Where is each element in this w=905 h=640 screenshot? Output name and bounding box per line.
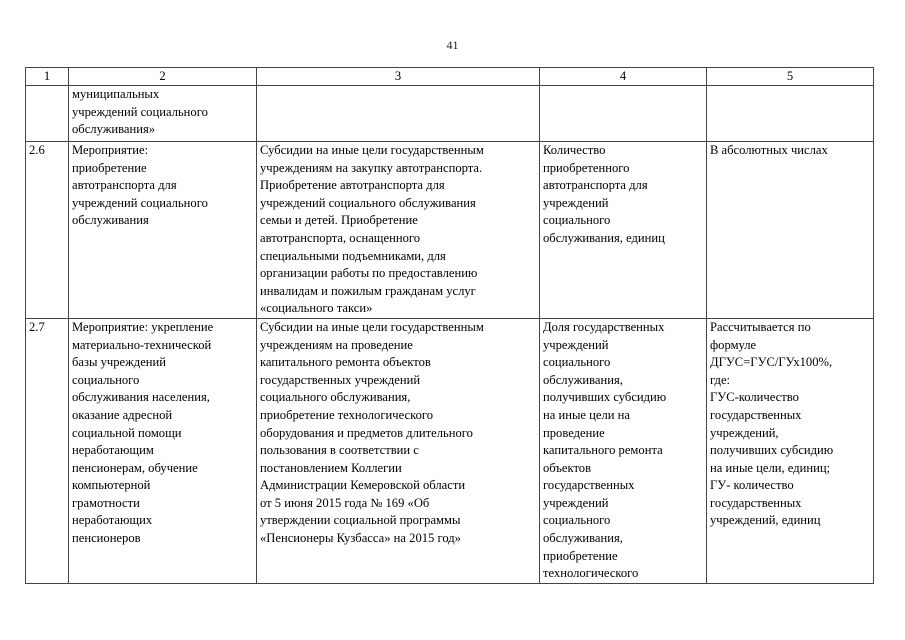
table-header-row [26,68,874,86]
header-cell-1: 1 [26,68,69,86]
header-cell-3: 3 [257,68,540,86]
indicator-cell [540,86,707,142]
indicator-cell: Количество приобретенного автотранспорта для учреждений социального обслуживания, единиц [540,142,707,319]
row-number: 2.7 [26,318,69,583]
measure-cell: Мероприятие: приобретение автотранспорта для учреждений социального обслуживания [69,142,257,319]
indicator-cell: Доля государственных учреждений социального обслуживания, получивших субсидию на иные цели на проведение капитального ремонта объектов государственных учреждений социального обслуживания, приобретение технологического [540,318,707,583]
description-cell: Субсидии на иные цели государственным учреждениям на закупку автотранспорта. Приобретение автотранспорта для учреждений социального обслуживания семьи и детей. Приобретение автотранспорта, оснащенного специальными подъемниками, для организации работы по предоставлению инвалидам и пожилым гражданам услуг «социального такси» [257,142,540,319]
header-cell-5: 5 [707,68,874,86]
header-cell-2: 2 [69,68,257,86]
measure-cell: Мероприятие: укрепление материально-технической базы учреждений социального обслуживания населения, оказание адресной социальной помощи неработающим пенсионерам, обучение компьютерной грамотности неработающих пенсионеров [69,318,257,583]
row-number: 2.6 [26,142,69,319]
description-cell [257,86,540,142]
table-row [26,142,874,319]
table-row [26,86,874,142]
method-cell: Рассчитывается по формуле ДГУС=ГУС/ГУх100%, где: ГУС-количество государственных учреждений, получивших субсидию на иные цели, единиц; ГУ- количество государственных учреждений, единиц [707,318,874,583]
program-measures-table [25,67,874,584]
method-cell: В абсолютных числах [707,142,874,319]
row-number [26,86,69,142]
table-row [26,318,874,583]
description-cell: Субсидии на иные цели государственным учреждениям на проведение капитального ремонта объектов государственных учреждений социального обслуживания, приобретение технологического оборудования и предметов длительного пользования в соответствии с постановлением Коллегии Администрации Кемеровской области от 5 июня 2015 года № 169 «Об утверждении социальной программы «Пенсионеры Кузбасса» на 2015 год» [257,318,540,583]
method-cell [707,86,874,142]
measure-cell: муниципальных учреждений социального обслуживания» [69,86,257,142]
page-number: 41 [446,38,459,52]
header-cell-4: 4 [540,68,707,86]
